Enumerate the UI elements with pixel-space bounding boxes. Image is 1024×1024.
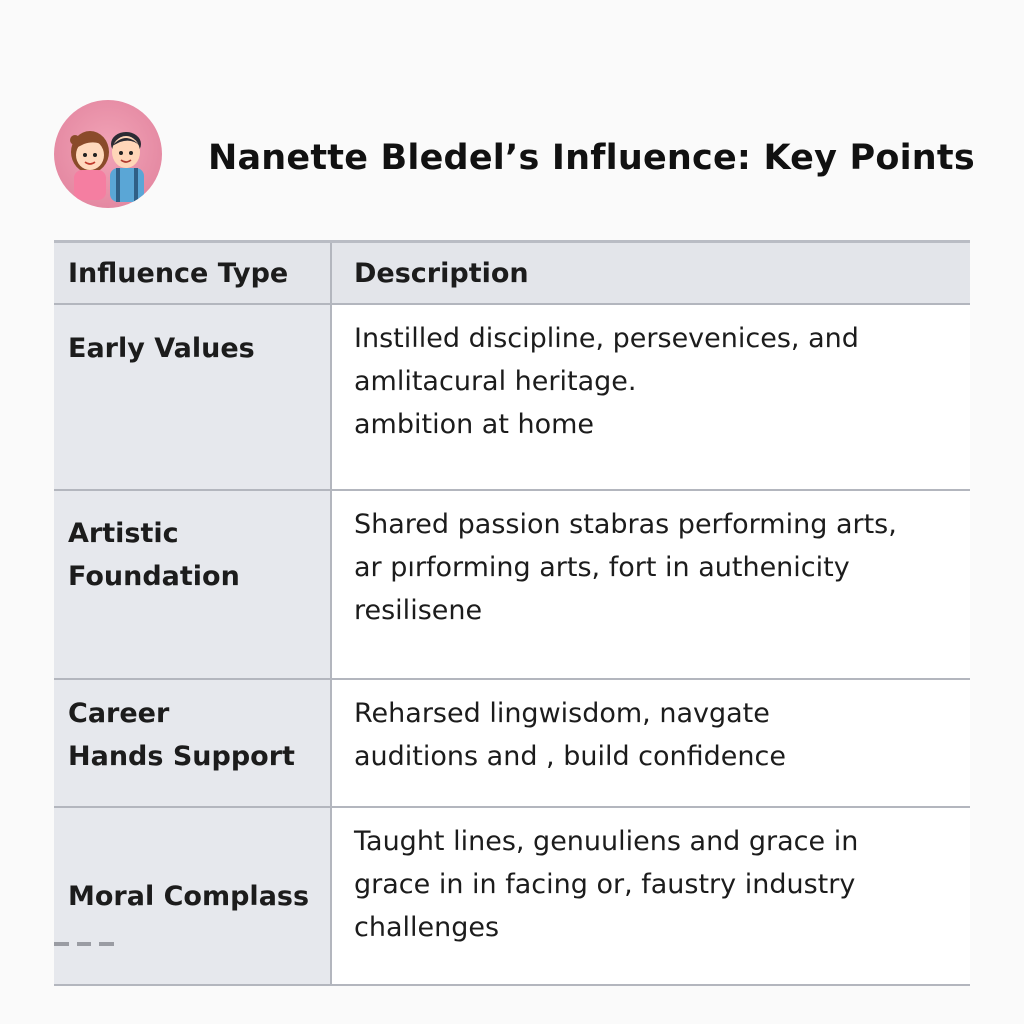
influence-type-cell — [54, 807, 331, 985]
influence-type-text: Foundation — [68, 561, 240, 592]
description-line: auditions and , build confidence — [354, 741, 786, 772]
influence-type-text: Hands Support — [68, 741, 295, 772]
description-line: Reharsed lingwisdom, navgate — [354, 698, 770, 729]
influence-type-text: Early Values — [68, 333, 255, 364]
description-line: Instilled discipline, persevenices, and — [354, 323, 859, 354]
table-row — [54, 490, 970, 679]
influence-table — [54, 240, 970, 986]
table-header-row — [54, 242, 970, 305]
influence-type-text: Artistic — [68, 518, 179, 549]
influence-type-cell — [54, 490, 331, 679]
column-header-description: Description — [331, 242, 970, 305]
table-row — [54, 679, 970, 807]
description-line: grace in in facing or, faustry industry — [354, 869, 856, 900]
influence-type-cell — [54, 304, 331, 490]
influence-type-text: Career — [68, 698, 170, 729]
column-header-influence-type: Influence Type — [54, 242, 331, 305]
description-line: resilisene — [354, 595, 483, 626]
table-row — [54, 807, 970, 985]
description-line: ar pırforming arts, fort in authenicity — [354, 552, 850, 583]
table-row — [54, 304, 970, 490]
dash-mark — [54, 942, 69, 946]
influence-type-cell — [54, 679, 331, 807]
description-line: Shared passion stabras performing arts, — [354, 509, 897, 540]
dash-mark — [77, 942, 92, 946]
page-title: Nanette Bledel’s Influence: Key Points — [208, 138, 975, 178]
description-cell — [331, 679, 970, 807]
description-line: amlitacural heritage. — [354, 366, 637, 397]
description-cell — [331, 304, 970, 490]
header — [0, 0, 1024, 230]
footer-divider — [54, 942, 114, 948]
family-avatar-icon — [54, 100, 162, 208]
description-line: ambition at home — [354, 409, 595, 440]
dash-mark — [99, 942, 114, 946]
influence-type-text: Moral Complass — [68, 880, 310, 912]
description-cell — [331, 490, 970, 679]
description-line: Taught lines, genuuliens and grace in — [354, 826, 859, 857]
description-cell — [331, 807, 970, 985]
description-line: challenges — [354, 912, 500, 943]
